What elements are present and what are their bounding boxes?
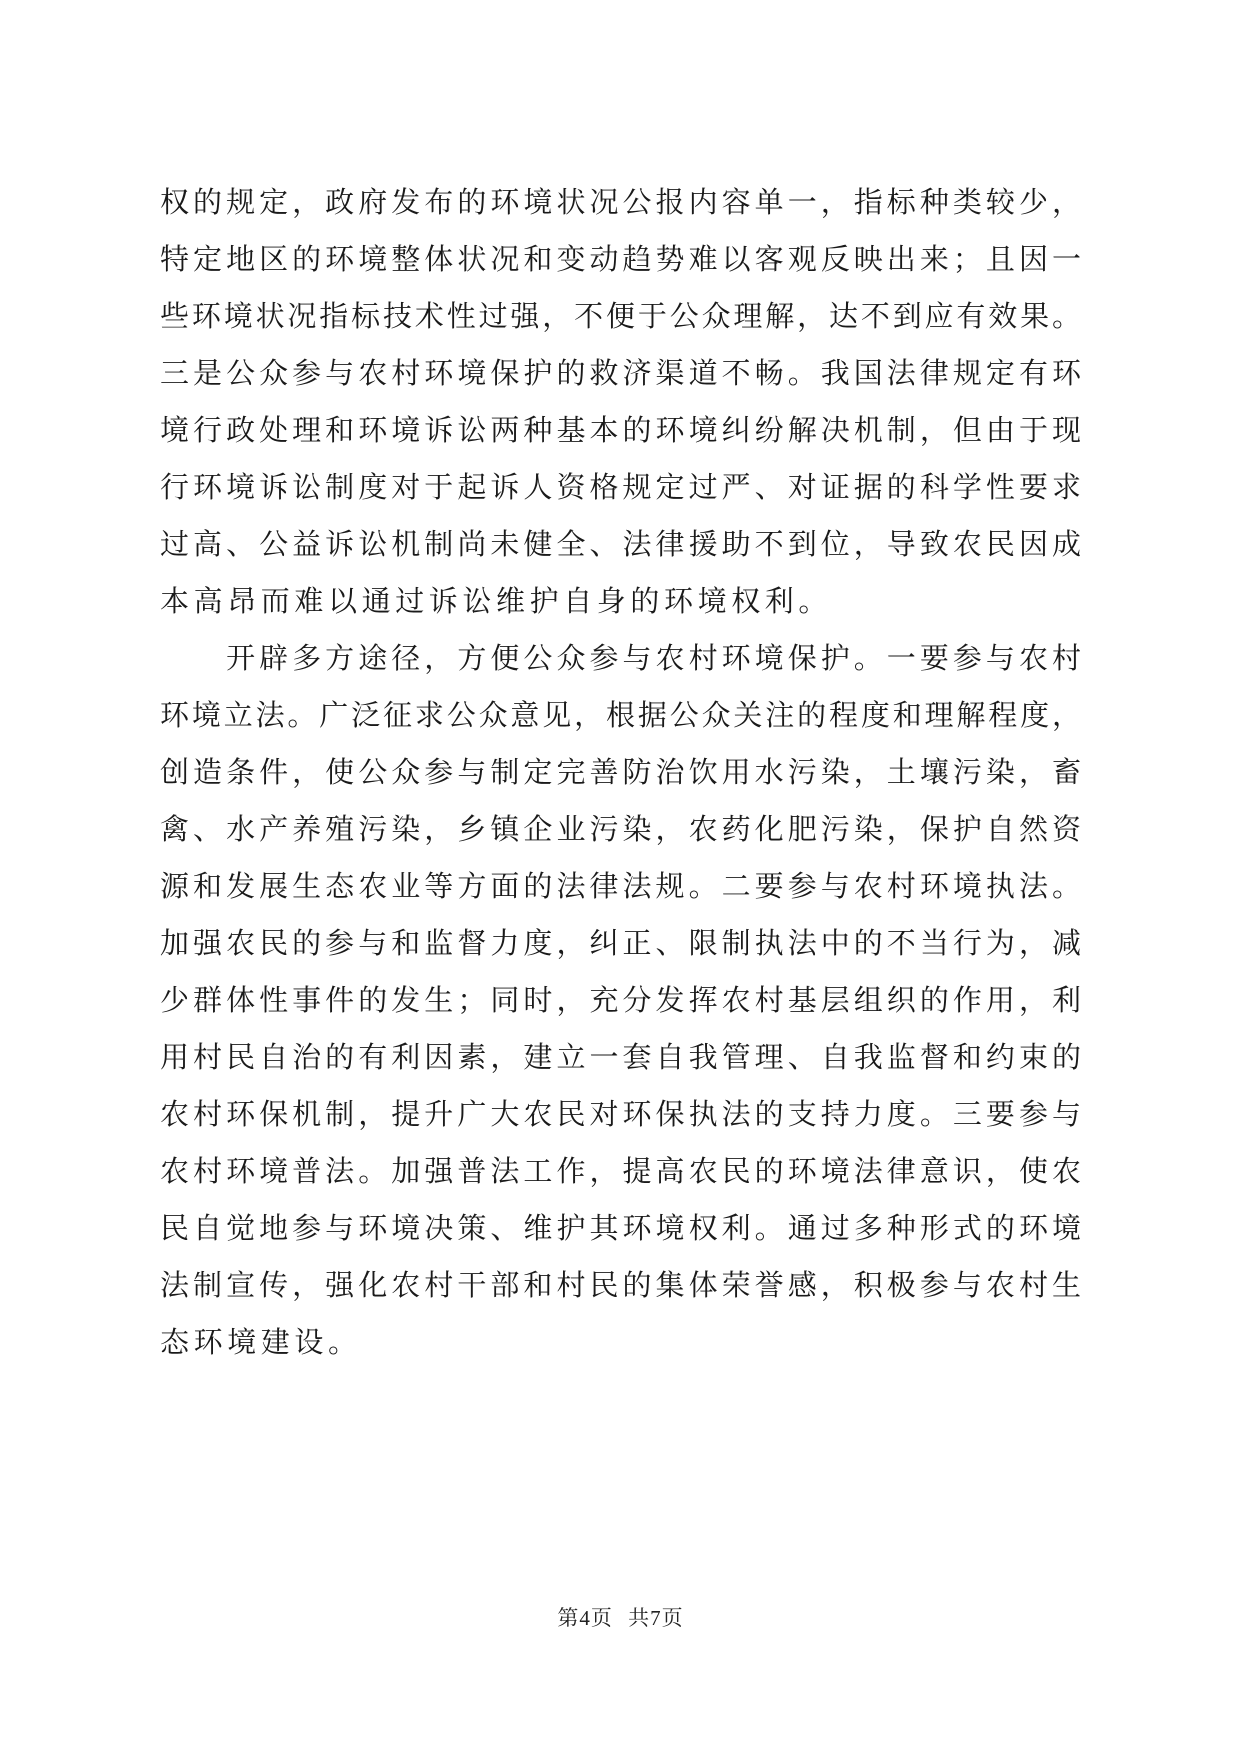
page-number-middle: 页 共: [590, 1606, 651, 1630]
text-line: 态环境建设。: [160, 1325, 362, 1359]
text-line: 些环境状况指标技术性过强，不便于公众理解，达不到应有效果。: [160, 299, 1081, 333]
text-line: 行环境诉讼制度对于起诉人资格规定过严、对证据的科学性要求: [160, 470, 1081, 504]
text-line: 本高昂而难以通过诉讼维护自身的环境权利。: [160, 584, 833, 618]
current-page-number: 4: [579, 1606, 591, 1630]
text-line: 境行政处理和环境诉讼两种基本的环境纠纷解决机制，但由于现: [160, 413, 1081, 447]
text-line: 特定地区的环境整体状况和变动趋势难以客观反映出来；且因一: [160, 242, 1081, 276]
text-line: 民自觉地参与环境决策、维护其环境权利。通过多种形式的环境: [160, 1211, 1081, 1245]
text-line: 用村民自治的有利因素，建立一套自我管理、自我监督和约束的: [160, 1040, 1081, 1074]
page-footer: [0, 1603, 1241, 1633]
text-line: 环境立法。广泛征求公众意见，根据公众关注的程度和理解程度，: [160, 698, 1081, 732]
text-line: 禽、水产养殖污染，乡镇企业污染，农药化肥污染，保护自然资: [160, 812, 1081, 846]
text-line: 少群体性事件的发生；同时，充分发挥农村基层组织的作用，利: [160, 983, 1081, 1017]
text-line: 创造条件，使公众参与制定完善防治饮用水污染，土壤污染，畜: [160, 755, 1081, 789]
text-line: 加强农民的参与和监督力度，纠正、限制执法中的不当行为，减: [160, 926, 1081, 960]
text-line: 法制宣传，强化农村干部和村民的集体荣誉感，积极参与农村生: [160, 1268, 1081, 1302]
text-line: 源和发展生态农业等方面的法律法规。二要参与农村环境执法。: [160, 869, 1081, 903]
text-line: 农村环保机制，提升广大农民对环保执法的支持力度。三要参与: [160, 1097, 1081, 1131]
page-number-prefix: 第: [557, 1606, 580, 1630]
text-line: 三是公众参与农村环境保护的救济渠道不畅。我国法律规定有环: [160, 356, 1081, 390]
total-pages-number: 7: [650, 1606, 662, 1630]
text-line: 过高、公益诉讼机制尚未健全、法律援助不到位，导致农民因成: [160, 527, 1081, 561]
paragraph-start-line: 开辟多方途径，方便公众参与农村环境保护。一要参与农村: [160, 641, 1081, 675]
page-number-suffix: 页: [661, 1606, 684, 1630]
text-line: 农村环境普法。加强普法工作，提高农民的环境法律意识，使农: [160, 1154, 1081, 1188]
text-line: 权的规定，政府发布的环境状况公报内容单一，指标种类较少，: [160, 185, 1081, 219]
